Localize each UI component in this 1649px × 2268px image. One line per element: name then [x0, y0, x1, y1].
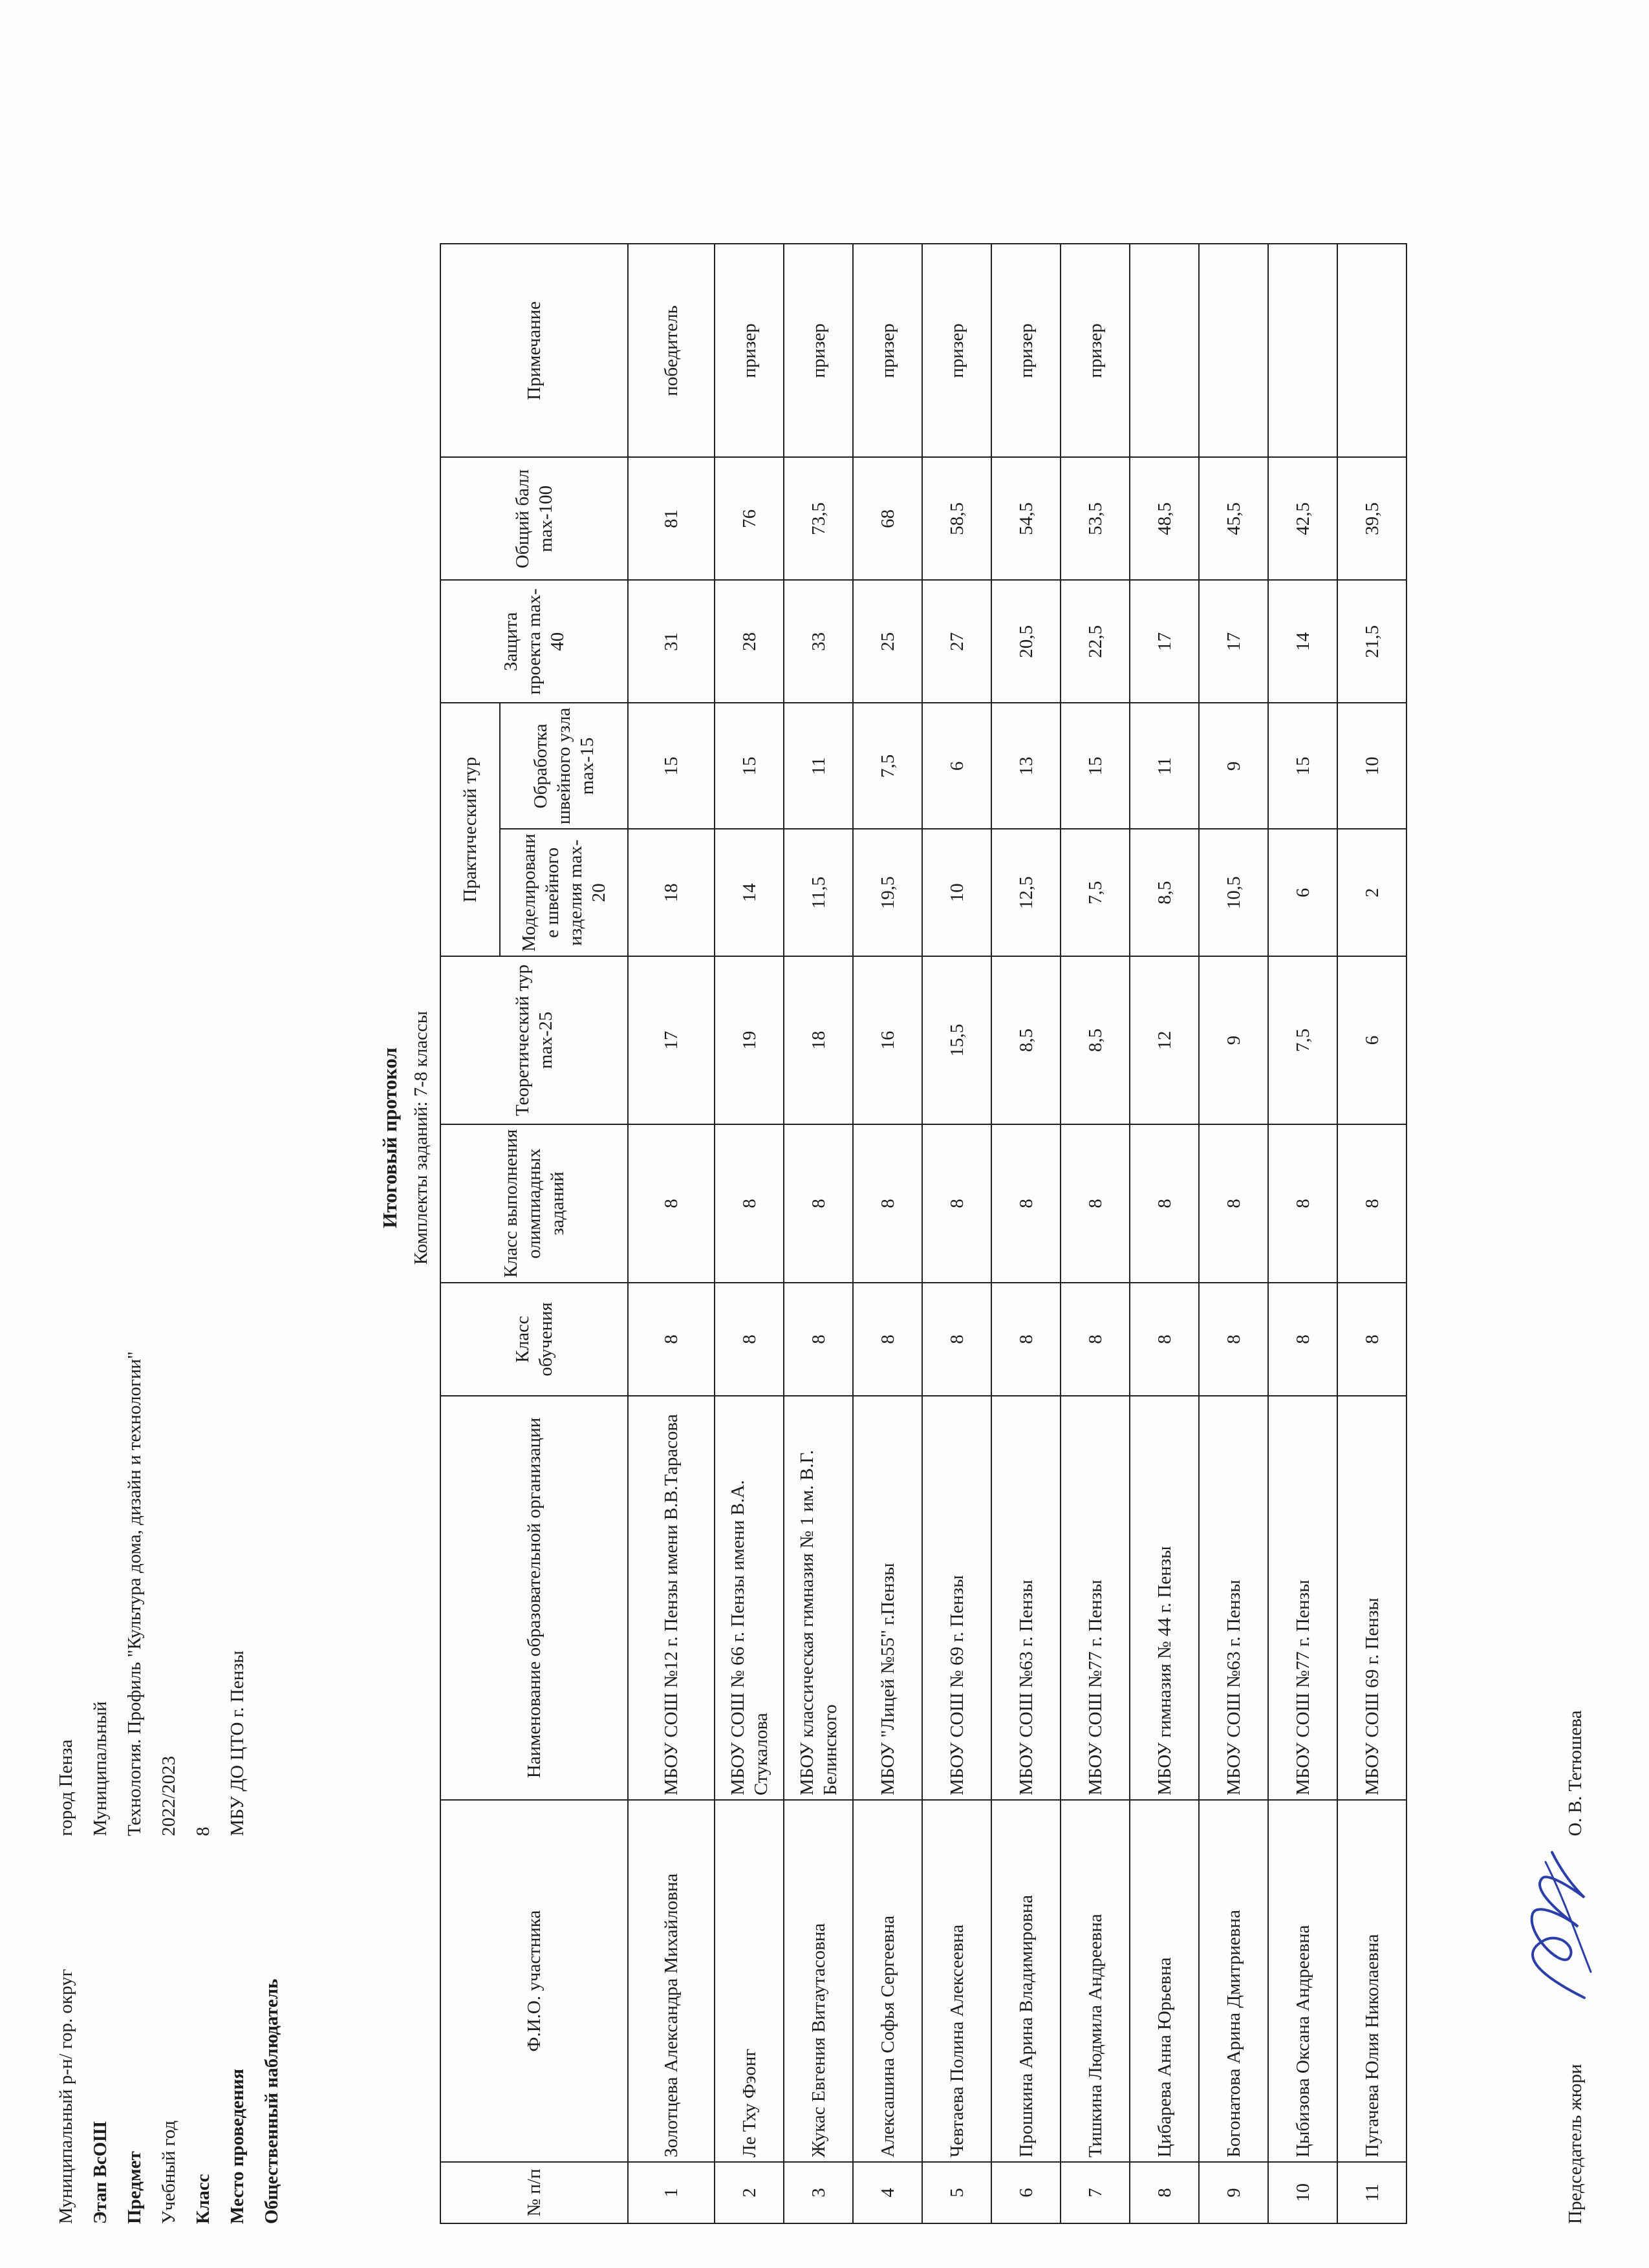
- table-row: [1268, 244, 1337, 2223]
- field-label: Предмет: [124, 2151, 145, 2224]
- cell-org: МБОУ гимназия № 44 г. Пензы: [1130, 1396, 1199, 1800]
- cell-task-grade: 8: [1337, 1124, 1406, 1283]
- table-header-row: [440, 244, 500, 2223]
- field-label: Этап ВсОШ: [90, 2121, 111, 2224]
- table-body: [628, 244, 1406, 2223]
- cell-num: 7: [1061, 2162, 1130, 2223]
- cell-project: 17: [1199, 580, 1268, 703]
- cell-org: МБОУ СОШ № 69 г. Пензы: [922, 1396, 991, 1800]
- cell-theory: 16: [853, 956, 922, 1124]
- field-label: Класс: [193, 2174, 213, 2224]
- cell-modeling: 6: [1268, 829, 1337, 956]
- cell-grade: 8: [1130, 1283, 1199, 1396]
- cell-num: 8: [1130, 2162, 1199, 2223]
- field-label: Место проведения: [227, 2068, 248, 2224]
- results-table: [440, 243, 1407, 2224]
- cell-theory: 17: [628, 956, 715, 1124]
- cell-grade: 8: [715, 1283, 784, 1396]
- cell-org: МБОУ СОШ №63 г. Пензы: [991, 1396, 1061, 1800]
- cell-theory: 18: [784, 956, 853, 1124]
- cell-theory: 8,5: [991, 956, 1061, 1124]
- cell-num: 6: [991, 2162, 1061, 2223]
- cell-project: 22,5: [1061, 580, 1130, 703]
- cell-num: 9: [1199, 2162, 1268, 2223]
- table-row: [1061, 244, 1130, 2223]
- table-row: [1130, 244, 1199, 2223]
- landscape-protocol: [52, 52, 1630, 2224]
- header-practical: Практический тур: [440, 703, 500, 956]
- cell-org: МБОУ классическая гимназия № 1 им. В.Г. Белинского: [784, 1396, 853, 1800]
- cell-note: призер: [1061, 244, 1130, 457]
- cell-processing: 11: [784, 703, 853, 829]
- signature-label: Председатель жюри: [1565, 2064, 1586, 2224]
- cell-total: 68: [853, 457, 922, 580]
- cell-task-grade: 8: [1268, 1124, 1337, 1283]
- header-fio: Ф.И.О. участника: [440, 1800, 628, 2162]
- header-project: Защита проекта max-40: [440, 580, 628, 703]
- header-theory: Теоретический тур max-25: [440, 956, 628, 1124]
- cell-grade: 8: [1268, 1283, 1337, 1396]
- cell-org: МБОУ СОШ №77 г. Пензы: [1061, 1396, 1130, 1800]
- cell-theory: 15,5: [922, 956, 991, 1124]
- cell-fio: Жукас Евгения Витаутасовна: [784, 1800, 853, 2162]
- header-field-observer: [257, 672, 292, 2224]
- cell-org: МБОУ СОШ 69 г. Пензы: [1337, 1396, 1406, 1800]
- cell-processing: 10: [1337, 703, 1406, 829]
- cell-theory: 12: [1130, 956, 1199, 1124]
- field-value: МБУ ДО ЦТО г. Пензы: [227, 1650, 248, 1836]
- header-field-stage: [86, 672, 120, 2224]
- table-row: [715, 244, 784, 2223]
- cell-note: призер: [853, 244, 922, 457]
- cell-task-grade: 8: [1199, 1124, 1268, 1283]
- cell-modeling: 14: [715, 829, 784, 956]
- cell-processing: 11: [1130, 703, 1199, 829]
- field-value: город Пенза: [56, 1739, 76, 1836]
- header-info: [52, 672, 292, 2224]
- field-value: 8: [193, 1826, 213, 1836]
- field-value: Технология. Профиль "Культура дома, дизайн и технологии": [124, 1351, 145, 1836]
- protocol-title: Итоговый протокол: [378, 1047, 401, 1228]
- table-row: [853, 244, 922, 2223]
- table-row: [991, 244, 1061, 2223]
- protocol-subtitle: Комплекты заданий: 7-8 классы: [411, 1011, 431, 1265]
- cell-project: 17: [1130, 580, 1199, 703]
- header-total: Общий балл max-100: [440, 457, 628, 580]
- cell-modeling: 19,5: [853, 829, 922, 956]
- cell-modeling: 7,5: [1061, 829, 1130, 956]
- header-note: Примечание: [440, 244, 628, 457]
- cell-fio: Тишкина Людмила Андреевна: [1061, 1800, 1130, 2162]
- cell-grade: 8: [1337, 1283, 1406, 1396]
- cell-modeling: 10,5: [1199, 829, 1268, 956]
- cell-modeling: 18: [628, 829, 715, 956]
- cell-total: 45,5: [1199, 457, 1268, 580]
- cell-org: МБОУ СОШ № 66 г. Пензы имени В.А. Стукалова: [715, 1396, 784, 1800]
- cell-note: [1268, 244, 1337, 457]
- cell-fio: Алексашина Софья Сергеевна: [853, 1800, 922, 2162]
- cell-org: МБОУ СОШ №63 г. Пензы: [1199, 1396, 1268, 1800]
- header-field-year: [155, 672, 189, 2224]
- cell-num: 3: [784, 2162, 853, 2223]
- cell-note: [1130, 244, 1199, 457]
- field-value: 2022/2023: [158, 1755, 179, 1836]
- cell-task-grade: 8: [922, 1124, 991, 1283]
- cell-note: победитель: [628, 244, 715, 457]
- cell-total: 42,5: [1268, 457, 1337, 580]
- cell-total: 73,5: [784, 457, 853, 580]
- field-label: Муниципальный р-н/ гор. округ: [56, 1969, 76, 2224]
- cell-grade: 8: [628, 1283, 715, 1396]
- table-row: [1337, 244, 1406, 2223]
- cell-processing: 15: [1268, 703, 1337, 829]
- cell-project: 28: [715, 580, 784, 703]
- cell-processing: 9: [1199, 703, 1268, 829]
- header-task-grade: Класс выполнения олимпиадных заданий: [440, 1124, 628, 1283]
- cell-task-grade: 8: [1130, 1124, 1199, 1283]
- cell-processing: 15: [1061, 703, 1130, 829]
- cell-project: 21,5: [1337, 580, 1406, 703]
- cell-modeling: 11,5: [784, 829, 853, 956]
- cell-processing: 15: [715, 703, 784, 829]
- cell-theory: 8,5: [1061, 956, 1130, 1124]
- cell-processing: 7,5: [853, 703, 922, 829]
- cell-fio: Золотцева Александра Михайловна: [628, 1800, 715, 2162]
- cell-total: 76: [715, 457, 784, 580]
- cell-task-grade: 8: [715, 1124, 784, 1283]
- cell-task-grade: 8: [991, 1124, 1061, 1283]
- cell-total: 81: [628, 457, 715, 580]
- header-field-district: [52, 672, 86, 2224]
- cell-num: 10: [1268, 2162, 1337, 2223]
- cell-theory: 19: [715, 956, 784, 1124]
- field-value: Муниципальный: [90, 1701, 111, 1836]
- handwritten-signature: [1507, 1843, 1604, 2011]
- cell-fio: Прошкина Арина Владимировна: [991, 1800, 1061, 2162]
- cell-project: 27: [922, 580, 991, 703]
- cell-task-grade: 8: [853, 1124, 922, 1283]
- cell-note: призер: [991, 244, 1061, 457]
- cell-project: 20,5: [991, 580, 1061, 703]
- cell-note: [1199, 244, 1268, 457]
- cell-task-grade: 8: [784, 1124, 853, 1283]
- cell-num: 1: [628, 2162, 715, 2223]
- cell-num: 5: [922, 2162, 991, 2223]
- header-modeling: Моделировани е швейного изделия max-20: [500, 829, 628, 956]
- cell-processing: 13: [991, 703, 1061, 829]
- cell-num: 2: [715, 2162, 784, 2223]
- cell-task-grade: 8: [1061, 1124, 1130, 1283]
- table-row: [628, 244, 715, 2223]
- cell-grade: 8: [853, 1283, 922, 1396]
- cell-fio: Ле Тху Фэонг: [715, 1800, 784, 2162]
- cell-fio: Богонатова Арина Дмитриевна: [1199, 1800, 1268, 2162]
- cell-theory: 7,5: [1268, 956, 1337, 1124]
- cell-modeling: 2: [1337, 829, 1406, 956]
- cell-theory: 9: [1199, 956, 1268, 1124]
- cell-note: [1337, 244, 1406, 457]
- cell-grade: 8: [922, 1283, 991, 1396]
- cell-num: 11: [1337, 2162, 1406, 2223]
- field-label: Общественный наблюдатель: [261, 1978, 282, 2224]
- cell-org: МБОУ "Лицей №55" г.Пензы: [853, 1396, 922, 1800]
- cell-processing: 6: [922, 703, 991, 829]
- cell-project: 25: [853, 580, 922, 703]
- field-label: Учебный год: [158, 2120, 179, 2224]
- cell-fio: Цыбизова Оксана Андреевна: [1268, 1800, 1337, 2162]
- cell-total: 58,5: [922, 457, 991, 580]
- cell-org: МБОУ СОШ №77 г. Пензы: [1268, 1396, 1337, 1800]
- header-org: Наименование образовательной организации: [440, 1396, 628, 1800]
- cell-num: 4: [853, 2162, 922, 2223]
- cell-fio: Пугачева Юлия Николаевна: [1337, 1800, 1406, 2162]
- header-num: № п/п: [440, 2162, 628, 2223]
- header-field-class: [189, 672, 223, 2224]
- cell-total: 53,5: [1061, 457, 1130, 580]
- cell-grade: 8: [991, 1283, 1061, 1396]
- header-processing: Обработка швейного узла max-15: [500, 703, 628, 829]
- cell-modeling: 12,5: [991, 829, 1061, 956]
- table-row: [784, 244, 853, 2223]
- cell-fio: Цибарева Анна Юрьевна: [1130, 1800, 1199, 2162]
- cell-project: 31: [628, 580, 715, 703]
- cell-org: МБОУ СОШ №12 г. Пензы имени В.В.Тарасова: [628, 1396, 715, 1800]
- table-row: [1199, 244, 1268, 2223]
- cell-grade: 8: [1061, 1283, 1130, 1396]
- cell-project: 14: [1268, 580, 1337, 703]
- cell-theory: 6: [1337, 956, 1406, 1124]
- cell-total: 54,5: [991, 457, 1061, 580]
- cell-processing: 15: [628, 703, 715, 829]
- cell-note: призер: [784, 244, 853, 457]
- cell-project: 33: [784, 580, 853, 703]
- header-field-venue: [223, 672, 257, 2224]
- cell-note: призер: [715, 244, 784, 457]
- cell-modeling: 10: [922, 829, 991, 956]
- header-grade: Класс обучения: [440, 1283, 628, 1396]
- cell-grade: 8: [1199, 1283, 1268, 1396]
- cell-grade: 8: [784, 1283, 853, 1396]
- signature-name: О. В. Тетюшева: [1565, 1710, 1586, 1836]
- cell-total: 39,5: [1337, 457, 1406, 580]
- table-row: [922, 244, 991, 2223]
- cell-modeling: 8,5: [1130, 829, 1199, 956]
- cell-fio: Чевтаева Полина Алексеевна: [922, 1800, 991, 2162]
- cell-note: призер: [922, 244, 991, 457]
- cell-total: 48,5: [1130, 457, 1199, 580]
- header-field-subject: [120, 672, 155, 2224]
- cell-task-grade: 8: [628, 1124, 715, 1283]
